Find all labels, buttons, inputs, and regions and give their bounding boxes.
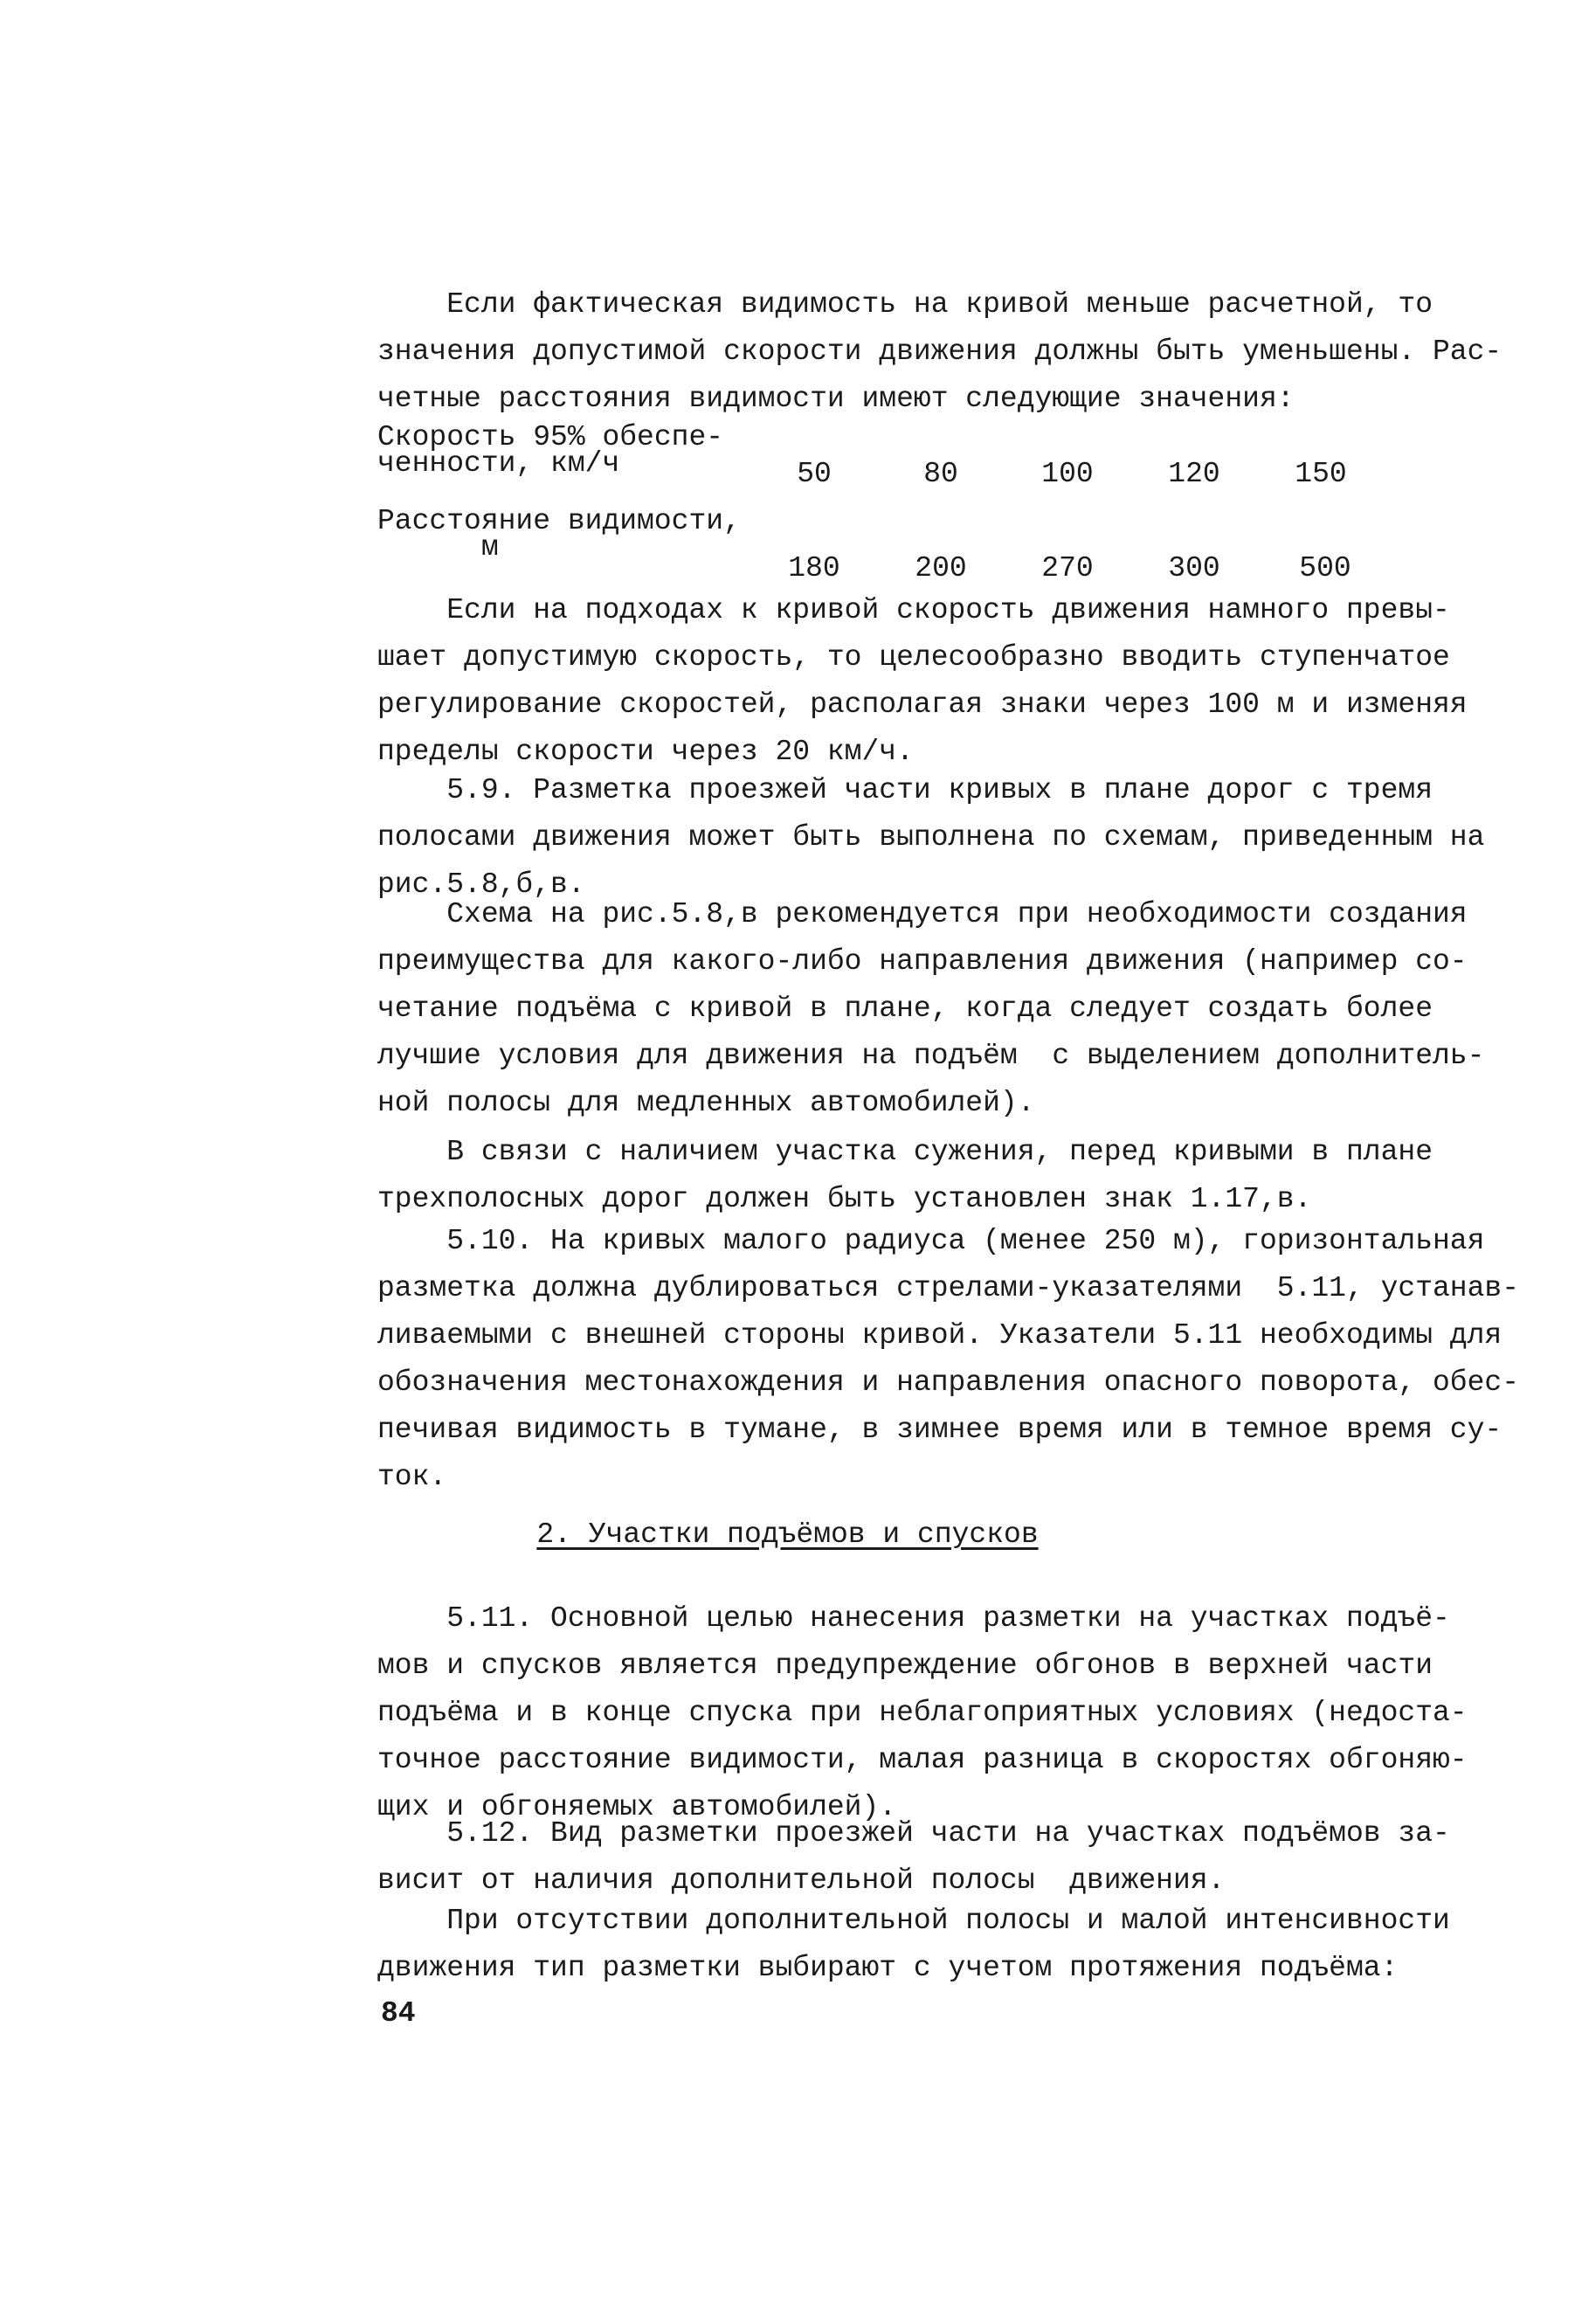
paragraph-speed-regulation xyxy=(377,587,1496,776)
text-line: Схема на рис.5.8,в рекомендуется при необходимости создания xyxy=(377,898,1468,930)
text-line: движения тип разметки выбирают с учетом протяжения подъёма: xyxy=(377,1952,1399,1984)
paragraph-no-extra-lane xyxy=(377,1898,1496,1992)
text-line: ток. xyxy=(377,1461,447,1493)
text-line: ливаемыми с внешней стороны кривой. Указатели 5.11 необходимы для xyxy=(377,1319,1502,1352)
text-line: шает допустимую скорость, то целесообразно вводить ступенчатое xyxy=(377,641,1450,674)
text-line: щих и обгоняемых автомобилей). xyxy=(377,1791,897,1823)
text-line: 5.12. Вид разметки проезжей части на участках подъёмов за- xyxy=(377,1817,1450,1850)
section-heading-text: 2. Участки подъёмов и спусков xyxy=(536,1518,1039,1551)
text-line: точное расстояние видимости, малая разница в скоростях обгоняю- xyxy=(377,1744,1468,1776)
text-line: регулирование скоростей, располагая знаки через 100 м и изменяя xyxy=(377,688,1468,721)
paragraph-5-11 xyxy=(377,1595,1496,1831)
text-line: подъёма и в конце спуска при неблагоприятных условиях (недоста- xyxy=(377,1697,1468,1729)
text-line: значения допустимой скорости движения должны быть уменьшены. Рас- xyxy=(377,335,1502,368)
text-line: 5.10. На кривых малого радиуса (менее 250 м), горизонтальная xyxy=(377,1225,1485,1257)
text-line: висит от наличия дополнительной полосы движения. xyxy=(377,1864,1226,1897)
paragraph-5-9 xyxy=(377,767,1496,909)
paragraph-5-10 xyxy=(377,1218,1520,1501)
paragraph-5-12 xyxy=(377,1810,1496,1905)
table-row-speed xyxy=(377,421,1426,508)
text-line: полосами движения может быть выполнена по схемам, приведенным на xyxy=(377,821,1485,854)
text-line: преимущества для какого-либо направления движения (например со- xyxy=(377,945,1468,978)
text-line: При отсутствии дополнительной полосы и малой интенсивности xyxy=(377,1905,1450,1937)
cell-speed-5: 150 xyxy=(1295,458,1347,490)
text-line: обозначения местонахождения и направления опасного поворота, обес- xyxy=(377,1366,1520,1399)
row-label-speed: Скорость 95% обеспе- ченности, км/ч xyxy=(377,421,724,480)
cell-distance-1: 180 xyxy=(788,552,840,584)
paragraph-narrowing xyxy=(377,1129,1496,1223)
cell-speed-2: 80 xyxy=(923,458,958,490)
paragraph-visibility-intro xyxy=(377,281,1502,423)
text-line: печивая видимость в тумане, в зимнее время или в темное время су- xyxy=(377,1414,1502,1446)
section-heading xyxy=(0,1511,1575,1559)
paragraph-scheme xyxy=(377,891,1496,1127)
text-line: 5.9. Разметка проезжей части кривых в плане дорог с тремя xyxy=(377,774,1433,806)
table-row-distance xyxy=(377,505,1426,592)
text-line: ной полосы для медленных автомобилей). xyxy=(377,1087,1035,1119)
cell-distance-4: 300 xyxy=(1168,552,1220,584)
text-line: разметка должна дублироваться стрелами-указателями 5.11, устанав- xyxy=(377,1272,1520,1304)
cell-distance-5: 500 xyxy=(1299,552,1351,584)
text-line: 5.11. Основной целью нанесения разметки на участках подъё- xyxy=(377,1602,1450,1635)
cell-speed-1: 50 xyxy=(797,458,832,490)
cell-distance-2: 200 xyxy=(915,552,967,584)
text-line: пределы скорости через 20 км/ч. xyxy=(377,736,914,768)
text-line: Если на подходах к кривой скорость движения намного превы- xyxy=(377,594,1450,626)
text-line: четные расстояния видимости имеют следующие значения: xyxy=(377,383,1295,415)
text-line: рис.5.8,б,в. xyxy=(377,868,585,901)
text-line: лучшие условия для движения на подъём с выделением дополнитель- xyxy=(377,1040,1485,1072)
text-line: мов и спусков является предупреждение обгонов в верхней части xyxy=(377,1650,1433,1682)
page-number: 84 xyxy=(381,1997,416,2030)
text-line: четание подъёма с кривой в плане, когда следует создать более xyxy=(377,993,1433,1025)
cell-distance-3: 270 xyxy=(1041,552,1094,584)
text-line: В связи с наличием участка сужения, перед кривыми в плане xyxy=(377,1136,1433,1168)
text-line: Если фактическая видимость на кривой меньше расчетной, то xyxy=(377,288,1433,321)
cell-speed-3: 100 xyxy=(1041,458,1094,490)
visibility-table xyxy=(377,421,1426,592)
cell-speed-4: 120 xyxy=(1168,458,1220,490)
text-line: трехполосных дорог должен быть установлен знак 1.17,в. xyxy=(377,1183,1312,1215)
row-label-distance: Расстояние видимости, м xyxy=(377,505,741,564)
